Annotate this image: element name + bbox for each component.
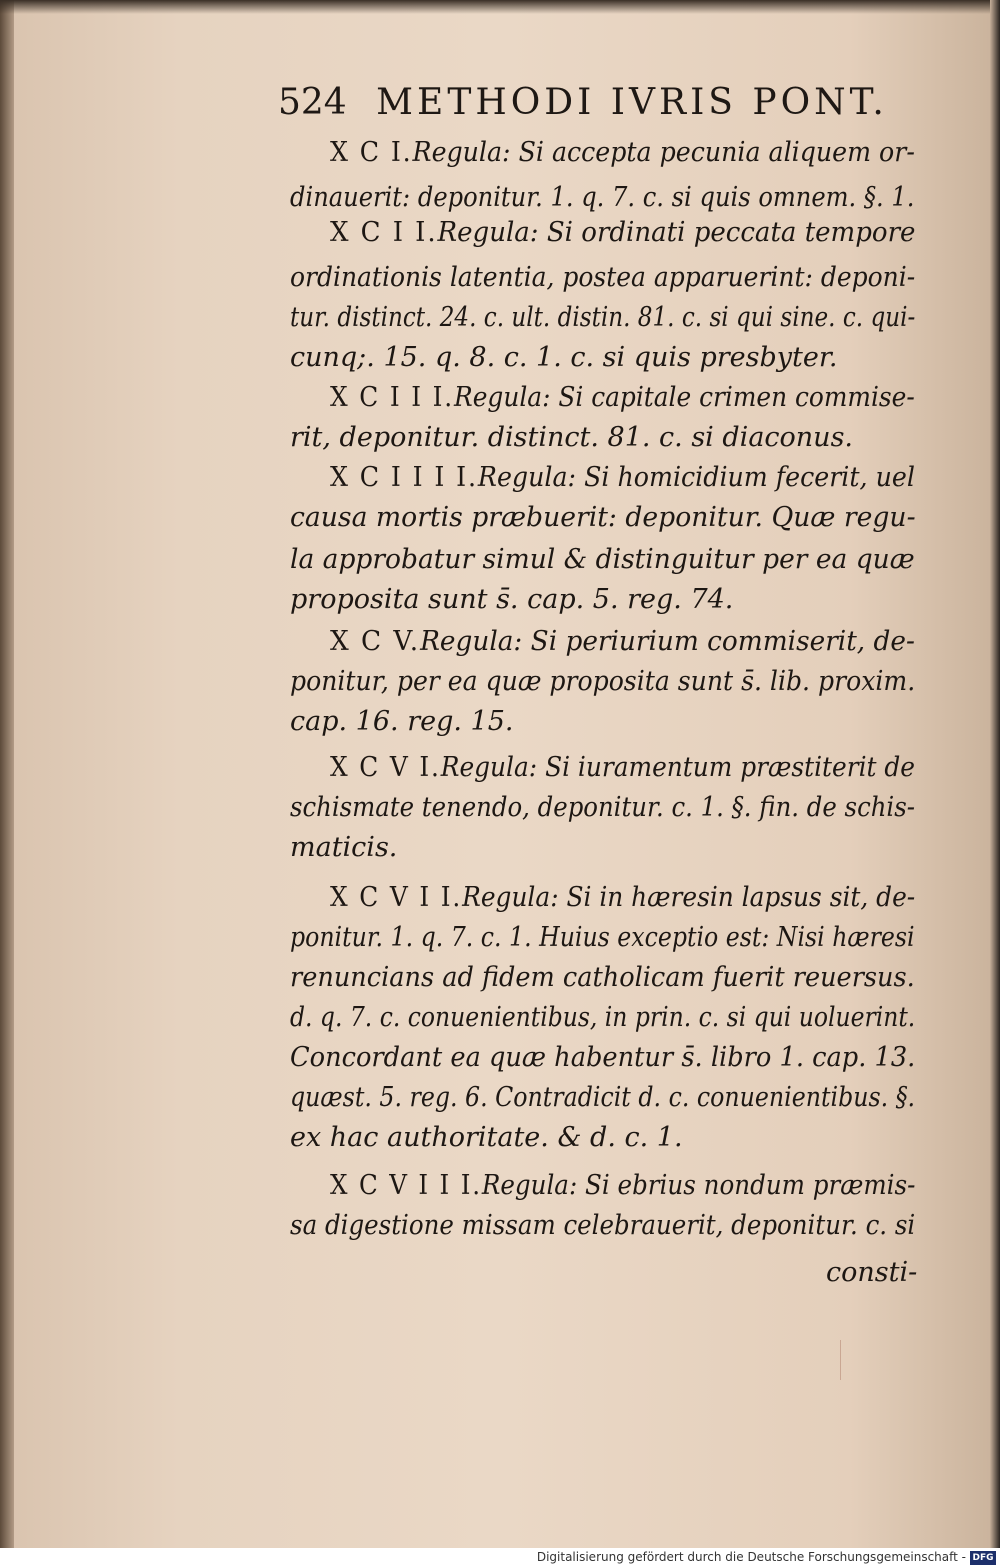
text-line [330,213,915,253]
text-line [290,298,915,338]
line-text: quæst. 5. reg. 6. Contradicit d. c. conuenientibus. §. [290,1082,916,1113]
line-text: Concordant ea quæ habentur s̄. libro 1. cap. 13. [290,1042,916,1073]
rule-numeral: X C I I I. [330,382,455,413]
line-text: la approbatur simul & distinguitur per ea quæ [290,544,915,575]
text-line [330,378,915,418]
text-line [290,418,853,458]
text-line [330,1166,915,1206]
text-line [330,458,915,498]
line-text: ordinationis latentia, postea apparuerint: deponi- [290,262,916,293]
line-text: Regula: Si ordinati peccata tempore [437,217,916,248]
running-title: METHODI IVRIS PONT. [376,82,888,123]
binding-edge [0,0,14,1568]
text-line [330,878,915,918]
top-edge [0,0,1000,14]
line-text: maticis. [290,832,398,863]
text-line [290,338,837,378]
text-line [290,1206,915,1246]
line-text: proposita sunt s̄. cap. 5. reg. 74. [290,584,734,615]
footer-credit: Digitalisierung gefördert durch die Deutsche Forschungsgemeinschaft - [536,1550,966,1564]
line-text: Regula: Si in hæresin lapsus sit, de- [462,882,916,913]
line-text: cap. 16. reg. 15. [290,706,514,737]
line-text: d. q. 7. c. conuenientibus, in prin. c. si qui uoluerint. [290,1002,916,1033]
rule-numeral: X C I. [330,137,413,168]
rule-numeral: X C V I I I. [330,1170,482,1201]
text-line [290,918,915,958]
line-text: dinauerit: deponitur. 1. q. 7. c. si quis omnem. §. 1. [290,182,915,213]
text-line [290,828,397,868]
rule-numeral: X C V I I. [330,882,463,913]
rule-numeral: X C V I. [330,752,441,783]
text-line [290,178,914,218]
text-line [290,498,916,538]
rule-numeral: X C V. [330,626,421,657]
line-text: ponitur, per ea quæ proposita sunt s̄. lib. proxim. [290,666,916,697]
line-text: tur. distinct. 24. c. ult. distin. 81. c. si qui sine. c. qui- [290,302,916,333]
page-number: 524 [278,82,347,123]
line-text: causa mortis præbuerit: deponitur. Quæ regu- [290,502,916,533]
line-text: Regula: Si iuramentum præstiterit de [440,752,916,783]
footer-bar [0,1548,1000,1568]
text-line [290,998,915,1038]
text-line [290,958,915,998]
text-line [290,662,915,702]
text-line [290,1118,683,1158]
text-line [330,748,915,788]
line-text: sa digestione missam celebrauerit, deponitur. c. si [290,1210,916,1241]
line-text: cunq;. 15. q. 8. c. 1. c. si quis presbyter. [290,342,838,373]
text-line [290,580,733,620]
rule-numeral: X C I I. [330,217,438,248]
paper-stain [840,1340,841,1380]
line-text: Regula: Si accepta pecunia aliquem or- [412,137,915,168]
right-edge [990,0,1000,1568]
line-text: ex hac authoritate. & d. c. 1. [290,1122,683,1153]
text-line [290,788,915,828]
line-text: rit, deponitur. distinct. 81. c. si diaconus. [290,422,854,453]
text-line [330,622,915,662]
text-line [290,1038,915,1078]
line-text: Regula: Si homicidium fecerit, uel [477,462,915,493]
running-head [278,82,918,126]
line-text: ponitur. 1. q. 7. c. 1. Huius exceptio est: Nisi hæresi [290,922,915,953]
line-text: Regula: Si capitale crimen commise- [454,382,915,413]
text-line [330,133,915,173]
line-text: Regula: Si ebrius nondum præmis- [481,1170,916,1201]
text-line [290,1078,915,1118]
catchword: consti- [826,1257,918,1288]
text-line [290,702,513,742]
line-text: schismate tenendo, deponitur. c. 1. §. fin. de schis- [290,792,915,823]
text-line [290,540,915,580]
dfg-logo: DFG [970,1551,996,1565]
line-text: renuncians ad fidem catholicam fuerit reuersus. [290,962,915,993]
rule-numeral: X C I I I I. [330,462,478,493]
text-line [290,258,915,298]
line-text: Regula: Si periurium commiserit, de- [420,626,915,657]
